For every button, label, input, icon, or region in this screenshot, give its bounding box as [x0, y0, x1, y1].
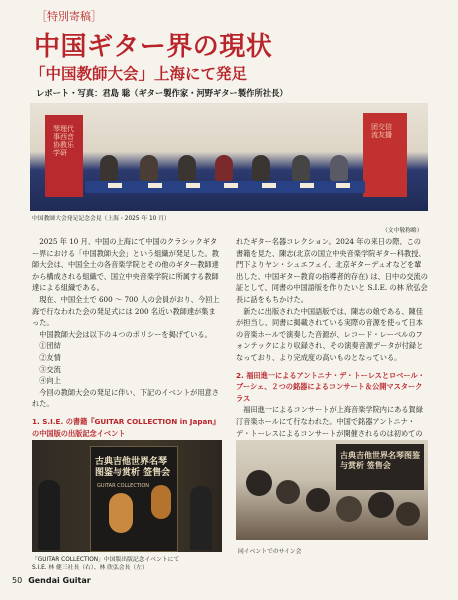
crowd-head — [246, 470, 272, 496]
magazine-name: Gendai Guitar — [28, 576, 91, 585]
nameplate — [224, 183, 238, 188]
panelist — [178, 155, 196, 181]
paragraph: 中国教師大会は以下の４つのポリシーを掲げている。 — [39, 329, 212, 339]
signing-backdrop — [336, 444, 424, 490]
nameplate — [336, 183, 350, 188]
policy-item: ③交流 — [39, 364, 61, 374]
press-conference-photo — [30, 103, 428, 211]
section-heading-2: 2. 福田進一によるアントニナ・デ・トーレスとロベール・ブーシェ、２つの銘器によるコンサート＆公開マスタークラス — [236, 370, 425, 403]
nameplate — [148, 183, 162, 188]
paragraph: 今回の教師大会の発足に伴い、下記のイベントが用意された。 — [32, 387, 219, 409]
caption-line: S.I.E. 林 健三社長（右）、林 欣弘会長（左） — [32, 565, 148, 571]
backdrop-text: 古典吉他世界名琴图鉴与赏析 签售会 — [340, 450, 420, 470]
crowd-head — [336, 496, 362, 522]
body-column-right — [236, 236, 428, 451]
paragraph: 新たに出版された中国語版では、陳志の娘である、陳佳が担当し、同書に掲載されている実際の音源を使って日本の音楽ホールで演奏した音源が、レコード・レーベルのフォンテックにより収録され、その演奏音源データが付録となっており、より完成度の高いものとなっている。 — [236, 306, 424, 362]
poster-subtitle: GUITAR COLLECTION — [97, 483, 150, 489]
left-banner-text: 琴理代事西音协教乐学研 — [53, 125, 74, 157]
policy-item: ④向上 — [39, 376, 61, 386]
person-left — [38, 480, 60, 550]
top-photo-caption: 中国教師大会発足記念会見（上海・2025 年 10 月） — [32, 216, 170, 222]
policy-item: ②友情 — [39, 352, 61, 362]
right-banner-text: 团交信流友播 — [371, 123, 392, 139]
article-title: 中国ギター界の現状 — [34, 32, 273, 62]
paragraph: 現在、中国全土で 600 〜 700 人の会員がおり、今回上海で行なわれた会の発足式には 200 名近い教師達が集まった。 — [32, 294, 220, 328]
event-poster — [90, 446, 178, 552]
nameplate — [262, 183, 276, 188]
bottom-right-caption: 同イベントでのサイン会 — [238, 549, 302, 555]
crowd-head — [396, 502, 420, 526]
panelist — [100, 155, 118, 181]
panelist — [252, 155, 270, 181]
page-footer — [12, 576, 91, 585]
nameplate — [108, 183, 122, 188]
article-category-tag: ［特別寄稿］ — [36, 10, 102, 23]
panelist — [292, 155, 310, 181]
paragraph: れたギター名器コレクション。2024 年の来日の際、この書籍を見た、陳志(北京の国立中央音楽学院ギター科教授、門下よりヤン・シュエフェイ、北京ギターデュオなどを輩出した、中国ギター教育の指導者的存在) は、日中の交流の証として、同書の中国語版を作りたいと S.I.E. の林 欣弘会長に話をもちかけた。 — [236, 237, 428, 304]
section-heading-1: 1. S.I.E. の書籍『GUITAR COLLECTION in Japan』の中国版の出版記念イベント — [32, 416, 220, 438]
guitar-image — [151, 485, 171, 519]
panelist — [140, 155, 158, 181]
crowd-head — [276, 480, 300, 504]
paragraph: 2025 年 10 月、中国の上海にて中国のクラシックギター界における「中国教師大会」という組織が発足した。教師大会は、中国全土の各音楽学院とその他のギター教師達から構成される組織で、国立中央音楽学院に所属する教師達による組織である。 — [32, 237, 219, 293]
book-event-photo — [32, 440, 222, 552]
panelist — [330, 155, 348, 181]
panelist — [215, 155, 233, 181]
signing-event-photo — [236, 440, 428, 540]
person-right — [190, 486, 212, 550]
caption-line: 「GUITAR COLLECTION」中国版出版記念イベントにて — [32, 557, 180, 563]
page-number: 50 — [12, 576, 23, 585]
paragraph: 福田進一によるコンサートが上海音楽学院内にある賀緑汀音楽ホールにて行なわれた。中国で銘器アントニナ・デ・トーレスによるコンサートが開催されるのは初めての — [236, 405, 423, 438]
crowd-head — [306, 488, 330, 512]
poster-title: 古典吉他世界名琴图鉴与赏析 签售会 — [95, 457, 171, 478]
nameplate — [300, 183, 314, 188]
nameplate — [186, 183, 200, 188]
crowd-head — [368, 492, 394, 518]
credit-note: （文中敬称略） — [382, 228, 423, 234]
policy-item: ①団結 — [39, 341, 61, 351]
bottom-left-caption — [32, 556, 222, 572]
left-red-banner — [45, 115, 83, 197]
article-byline: レポート・写真：君島 聡（ギター製作家・河野ギター製作所社長） — [36, 88, 288, 98]
right-red-banner — [363, 113, 407, 197]
body-column-left — [32, 236, 222, 451]
article-subtitle: 「中国教師大会」上海にて発足 — [30, 65, 248, 83]
guitar-image — [109, 493, 133, 533]
